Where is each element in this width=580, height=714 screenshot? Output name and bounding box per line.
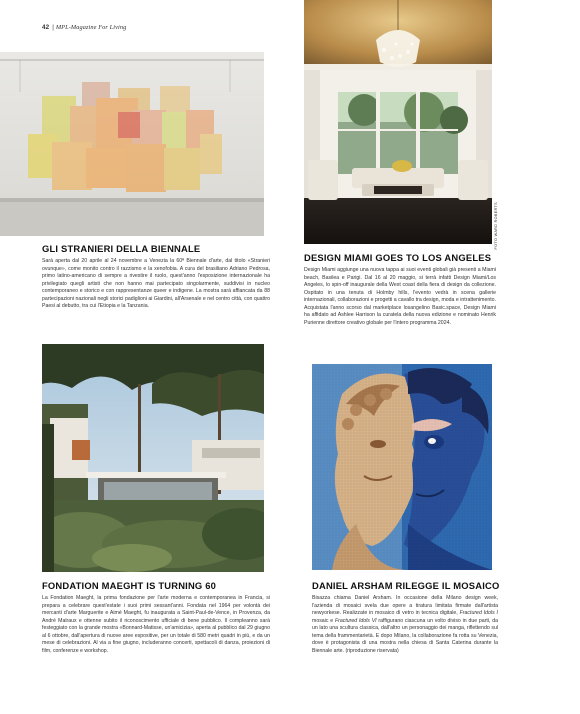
page-folio: 42 | MPL-Magazine For Living: [42, 24, 127, 31]
article-title-fondation-maeght: FONDATION MAEGHT IS TURNING 60: [42, 580, 217, 591]
arsham-mosaic-image: [312, 364, 492, 570]
arsham-work-title-1: Fractured Idols I: [459, 610, 499, 616]
design-miami-interior-image: [304, 0, 492, 244]
article-title-design-miami: DESIGN MIAMI GOES TO LOS ANGELES: [304, 252, 492, 263]
arsham-mosaic-photo: [312, 364, 492, 570]
magazine-name: MPL-Magazine For Living: [55, 24, 127, 31]
article-body-design-miami: Design Miami aggiunge una nuova tappa ai suoi eventi globali già presenti a Miami beach, Basilea e Parigi. Dal 16 al 20 maggio, si terrà infatti Design Miami/Los Angeles, lo spin-off inaugurale della West coast della fiera di design da collezione. Ospitato in una tenuta di Holmby hills, l'evento vedrà in scena gallerie internazionali, collaborazioni e progetti a cavallo tra design, moda e intrattenimento. Acquistata l'anno scorso dal marketplace losangelino Basic.space, Design Miami ha affidato ad Ashlee Harrison la curatela della nuova edizione e nominato Henrik Purienne direttore creativo globale per l'intero programma 2024.: [304, 267, 496, 326]
article-title-arsham: DANIEL ARSHAM RILEGGE IL MOSAICO: [312, 580, 500, 591]
article-body-arsham: [312, 595, 498, 655]
photo-credit: FOTO WARD ROBERTS: [494, 202, 498, 250]
fondation-maeght-image: [42, 344, 264, 572]
arsham-body-text-3: raffigurano ciascuna un volto diviso in due parti, da un lato una scultura classica, dall'altro un personaggio dei manga, riflettendo sul tema della frammentarietà. E dopo Milano, la collaborazione fa rotta su Venezia, dove è protagonista di una mostra nella chiesa di Santa Caterina durante la Biennale arte. (riproduzione riservata): [312, 617, 499, 654]
fondation-maeght-photo: [42, 344, 264, 572]
arsham-body-text-2: mosaic e: [312, 617, 335, 624]
article-body-biennale: Sarà aperta dal 20 aprile al 24 novembre a Venezia la 60ª Biennale d'arte, dal titolo «Stranieri ovunque», come monito contro il razzismo e la xenofobia. A cura del brasiliano Adriano Pedrosa, primo latino-americano di sempre a rivestire il ruolo, quest'anno l'esposizione internazionale ha privilegiato quegli artisti che non hanno mai partecipato singolarmente, suddivisi in nucleo contemporaneo e storico e con rappresentanze queer e indigene. La mostra sarà affiancata da 88 partecipazioni nazionali negli storici padiglioni ai Giardini, all'Arsenale e nel centro città, con quattro Paesi al debutto, tra cui l'Etiopia e la Tanzania.: [42, 258, 270, 309]
design-miami-interior-photo: [304, 0, 492, 244]
article-body-fondation-maeght: La Fondation Maeght, la prima fondazione per l'arte moderna e contemporanea in Francia, si prepara a celebrare quest'estate i suoi primi sessant'anni. Fondata nel 1964 per volontà dei mercanti d'arte Marguerite e Aimé Maeght, fu inaugurata a Saint-Paul-de-Vence, in Provenza, da André Malraux e ottenne subito il riconoscimento ufficiale di bene pubblico. Il compleanno sarà festeggiato con la grande mostra «Bonnard-Matisse, un'amicizia», aperta al pubblico dal 29 giugno al 6 ottobre, dall'apertura di nuove aree espositive, per un totale di 580 metri quadri in più, e da un mese di celebrazioni. Al via a fine giugno, includeranno concerti, spettacoli di danza, proiezioni di film, conferenze e workshop.: [42, 595, 270, 654]
arsham-work-title-2: Fractured Idols VI: [334, 617, 377, 624]
biennale-installation-photo: [0, 52, 264, 236]
arsham-body-text-1: Bisazza chiama Daniel Arsham. In occasione della Milano design week, l'azienda di mosaici svela due opere a tiratura limitata firmate dall'artista newyorkese. Realizzate in mosaico di vetro in tecnica digitale,: [312, 595, 498, 616]
biennale-installation-image: [0, 52, 264, 236]
article-title-biennale: GLI STRANIERI DELLA BIENNALE: [42, 243, 201, 254]
page-number: 42: [42, 24, 50, 31]
